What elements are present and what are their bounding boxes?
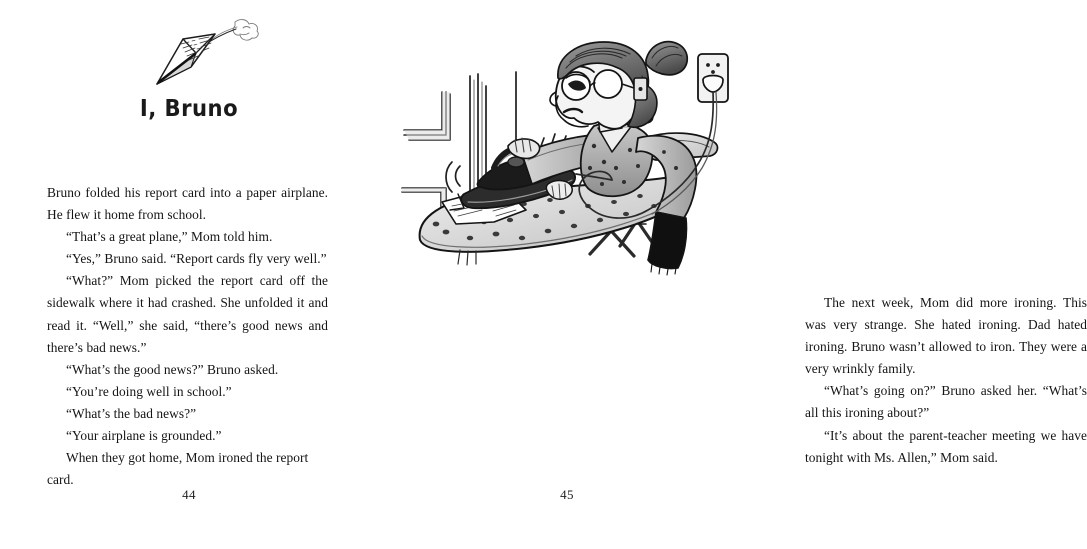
right-page-body-text xyxy=(805,292,1087,469)
paragraph: “You’re doing well in school.” xyxy=(66,383,232,399)
paragraph: “What’s going on?” Bruno asked her. “What’s all this ironing about?” xyxy=(805,383,1087,421)
page-number-right: 45 xyxy=(560,487,574,502)
chapter-title: I, Bruno xyxy=(139,96,239,122)
paragraph: “That’s a great plane,” Mom told him. xyxy=(66,229,273,245)
mom-ironing-report-card-illustration xyxy=(398,34,746,274)
left-page-body-text xyxy=(47,182,328,491)
paper-airplane-report-card-icon xyxy=(139,12,269,92)
paragraph: “Your airplane is grounded.” xyxy=(66,428,222,444)
right-page xyxy=(378,0,1087,549)
paragraph: “What’s the bad news?” xyxy=(66,405,197,421)
paragraph: “What’s the good news?” Bruno asked. xyxy=(66,361,279,377)
paragraph: When they got home, Mom ironed the report card. xyxy=(47,450,309,488)
left-page xyxy=(0,0,378,549)
paragraph: The next week, Mom did more ironing. This was very strange. She hated ironing. Dad hated ironing. Bruno wasn’t allowed to iron. They were a very wrinkly family. xyxy=(805,295,1087,377)
paragraph: “Yes,” Bruno said. “Report cards fly very well.” xyxy=(66,251,327,267)
paragraph: “What?” Mom picked the report card off the sidewalk where it had crashed. She unfolded it and read it. “Well,” she said, “there’s good news and there’s bad news.” xyxy=(47,273,328,355)
paragraph: “It’s about the parent-teacher meeting we have tonight with Ms. Allen,” Mom said. xyxy=(805,427,1087,465)
paragraph: Bruno folded his report card into a paper airplane. He flew it home from school. xyxy=(47,185,328,223)
page-number-left: 44 xyxy=(182,487,196,502)
